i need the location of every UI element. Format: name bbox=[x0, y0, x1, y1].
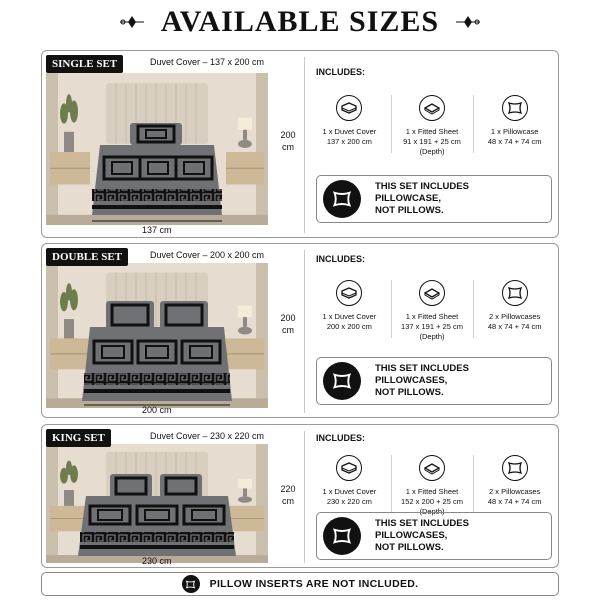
divider bbox=[304, 431, 305, 563]
notice-text bbox=[375, 518, 469, 554]
item-line: 1 x Fitted Sheet bbox=[405, 487, 459, 496]
pillowcase-icon bbox=[502, 455, 528, 481]
item-line: 48 x 74 + 74 cm bbox=[487, 497, 542, 506]
include-item bbox=[473, 455, 556, 517]
include-item bbox=[473, 95, 556, 157]
duvet-icon bbox=[336, 95, 362, 121]
page-header bbox=[0, 0, 600, 44]
pillow-notice bbox=[316, 512, 552, 560]
notice-line: PILLOWCASE, bbox=[375, 193, 441, 204]
duvet-title: Duvet Cover – 230 x 220 cm bbox=[150, 431, 265, 441]
divider bbox=[304, 57, 305, 233]
pillowcase-icon bbox=[502, 95, 528, 121]
includes-label: INCLUDES: bbox=[316, 433, 365, 443]
include-item bbox=[308, 280, 391, 342]
item-line: 1 x Fitted Sheet bbox=[405, 312, 459, 321]
includes-label: INCLUDES: bbox=[316, 254, 365, 264]
item-line: 152 x 200 + 25 cm bbox=[401, 497, 463, 506]
left-ornament-icon bbox=[119, 14, 145, 30]
notice-line: THIS SET INCLUDES bbox=[375, 363, 469, 374]
height-unit: cm bbox=[282, 142, 294, 152]
pillow-notice bbox=[316, 175, 552, 223]
height-value: 200 bbox=[280, 313, 296, 323]
item-line: (Depth) bbox=[419, 332, 445, 341]
pillowcase-icon bbox=[502, 280, 528, 306]
include-item bbox=[391, 455, 474, 517]
right-ornament-icon bbox=[455, 14, 481, 30]
set-tag: SINGLE SET bbox=[46, 55, 123, 73]
item-line: 1 x Duvet Cover bbox=[322, 487, 377, 496]
item-line: 230 x 220 cm bbox=[326, 497, 372, 506]
includes-list bbox=[308, 280, 556, 342]
item-line: 91 x 191 + 25 cm bbox=[403, 137, 461, 146]
item-line: (Depth) bbox=[419, 507, 445, 516]
height-unit: cm bbox=[282, 496, 294, 506]
double-set-panel bbox=[41, 243, 559, 418]
fitted-sheet-icon bbox=[419, 455, 445, 481]
notice-text bbox=[375, 181, 469, 217]
width-label: 200 cm bbox=[142, 405, 172, 415]
king-set-panel bbox=[41, 424, 559, 568]
page-title: AVAILABLE SIZES bbox=[160, 5, 440, 38]
height-label bbox=[276, 129, 300, 153]
item-line: 1 x Pillowcase bbox=[490, 127, 539, 136]
pillow-icon bbox=[323, 180, 361, 218]
fitted-sheet-icon bbox=[419, 280, 445, 306]
notice-line: THIS SET INCLUDES bbox=[375, 181, 469, 192]
single-set-panel bbox=[41, 50, 559, 238]
set-tag: DOUBLE SET bbox=[46, 248, 128, 266]
duvet-title: Duvet Cover – 137 x 200 cm bbox=[150, 57, 265, 67]
notice-text bbox=[375, 363, 469, 399]
width-label: 137 cm bbox=[142, 225, 172, 235]
notice-line: NOT PILLOWS. bbox=[375, 205, 444, 216]
includes-list bbox=[308, 95, 556, 157]
duvet-icon bbox=[336, 455, 362, 481]
include-item bbox=[308, 455, 391, 517]
height-unit: cm bbox=[282, 325, 294, 335]
item-line: 137 x 191 + 25 cm bbox=[401, 322, 463, 331]
king-bed-photo bbox=[46, 444, 268, 563]
divider bbox=[304, 250, 305, 413]
pillow-icon bbox=[182, 575, 200, 593]
item-line: 1 x Duvet Cover bbox=[322, 127, 377, 136]
include-item bbox=[391, 280, 474, 342]
single-bed-photo bbox=[46, 73, 268, 225]
notice-line: PILLOWCASES, bbox=[375, 375, 448, 386]
height-label bbox=[276, 312, 300, 336]
double-bed-photo bbox=[46, 263, 268, 408]
item-line: 2 x Pillowcases bbox=[489, 487, 541, 496]
height-label bbox=[276, 483, 300, 507]
includes-list bbox=[308, 455, 556, 517]
item-line: (Depth) bbox=[419, 147, 445, 156]
item-line: 137 x 200 cm bbox=[326, 137, 372, 146]
includes-label: INCLUDES: bbox=[316, 67, 365, 77]
footer-text: PILLOW INSERTS ARE NOT INCLUDED. bbox=[209, 578, 419, 590]
set-tag: KING SET bbox=[46, 429, 111, 447]
item-line: 48 x 74 + 74 cm bbox=[487, 322, 542, 331]
item-line: 48 x 74 + 74 cm bbox=[487, 137, 542, 146]
footer-notice bbox=[41, 572, 559, 596]
notice-line: NOT PILLOWS. bbox=[375, 542, 444, 553]
pillow-icon bbox=[323, 517, 361, 555]
width-label: 230 cm bbox=[142, 556, 172, 566]
pillow-icon bbox=[323, 362, 361, 400]
height-value: 220 bbox=[280, 484, 296, 494]
height-value: 200 bbox=[280, 130, 296, 140]
duvet-icon bbox=[336, 280, 362, 306]
item-line: 200 x 200 cm bbox=[326, 322, 372, 331]
include-item bbox=[473, 280, 556, 342]
notice-line: NOT PILLOWS. bbox=[375, 387, 444, 398]
item-line: 2 x Pillowcases bbox=[489, 312, 541, 321]
include-item bbox=[391, 95, 474, 157]
notice-line: PILLOWCASES, bbox=[375, 530, 448, 541]
item-line: 1 x Duvet Cover bbox=[322, 312, 377, 321]
pillow-notice bbox=[316, 357, 552, 405]
item-line: 1 x Fitted Sheet bbox=[405, 127, 459, 136]
include-item bbox=[308, 95, 391, 157]
duvet-title: Duvet Cover – 200 x 200 cm bbox=[150, 250, 265, 260]
fitted-sheet-icon bbox=[419, 95, 445, 121]
notice-line: THIS SET INCLUDES bbox=[375, 518, 469, 529]
